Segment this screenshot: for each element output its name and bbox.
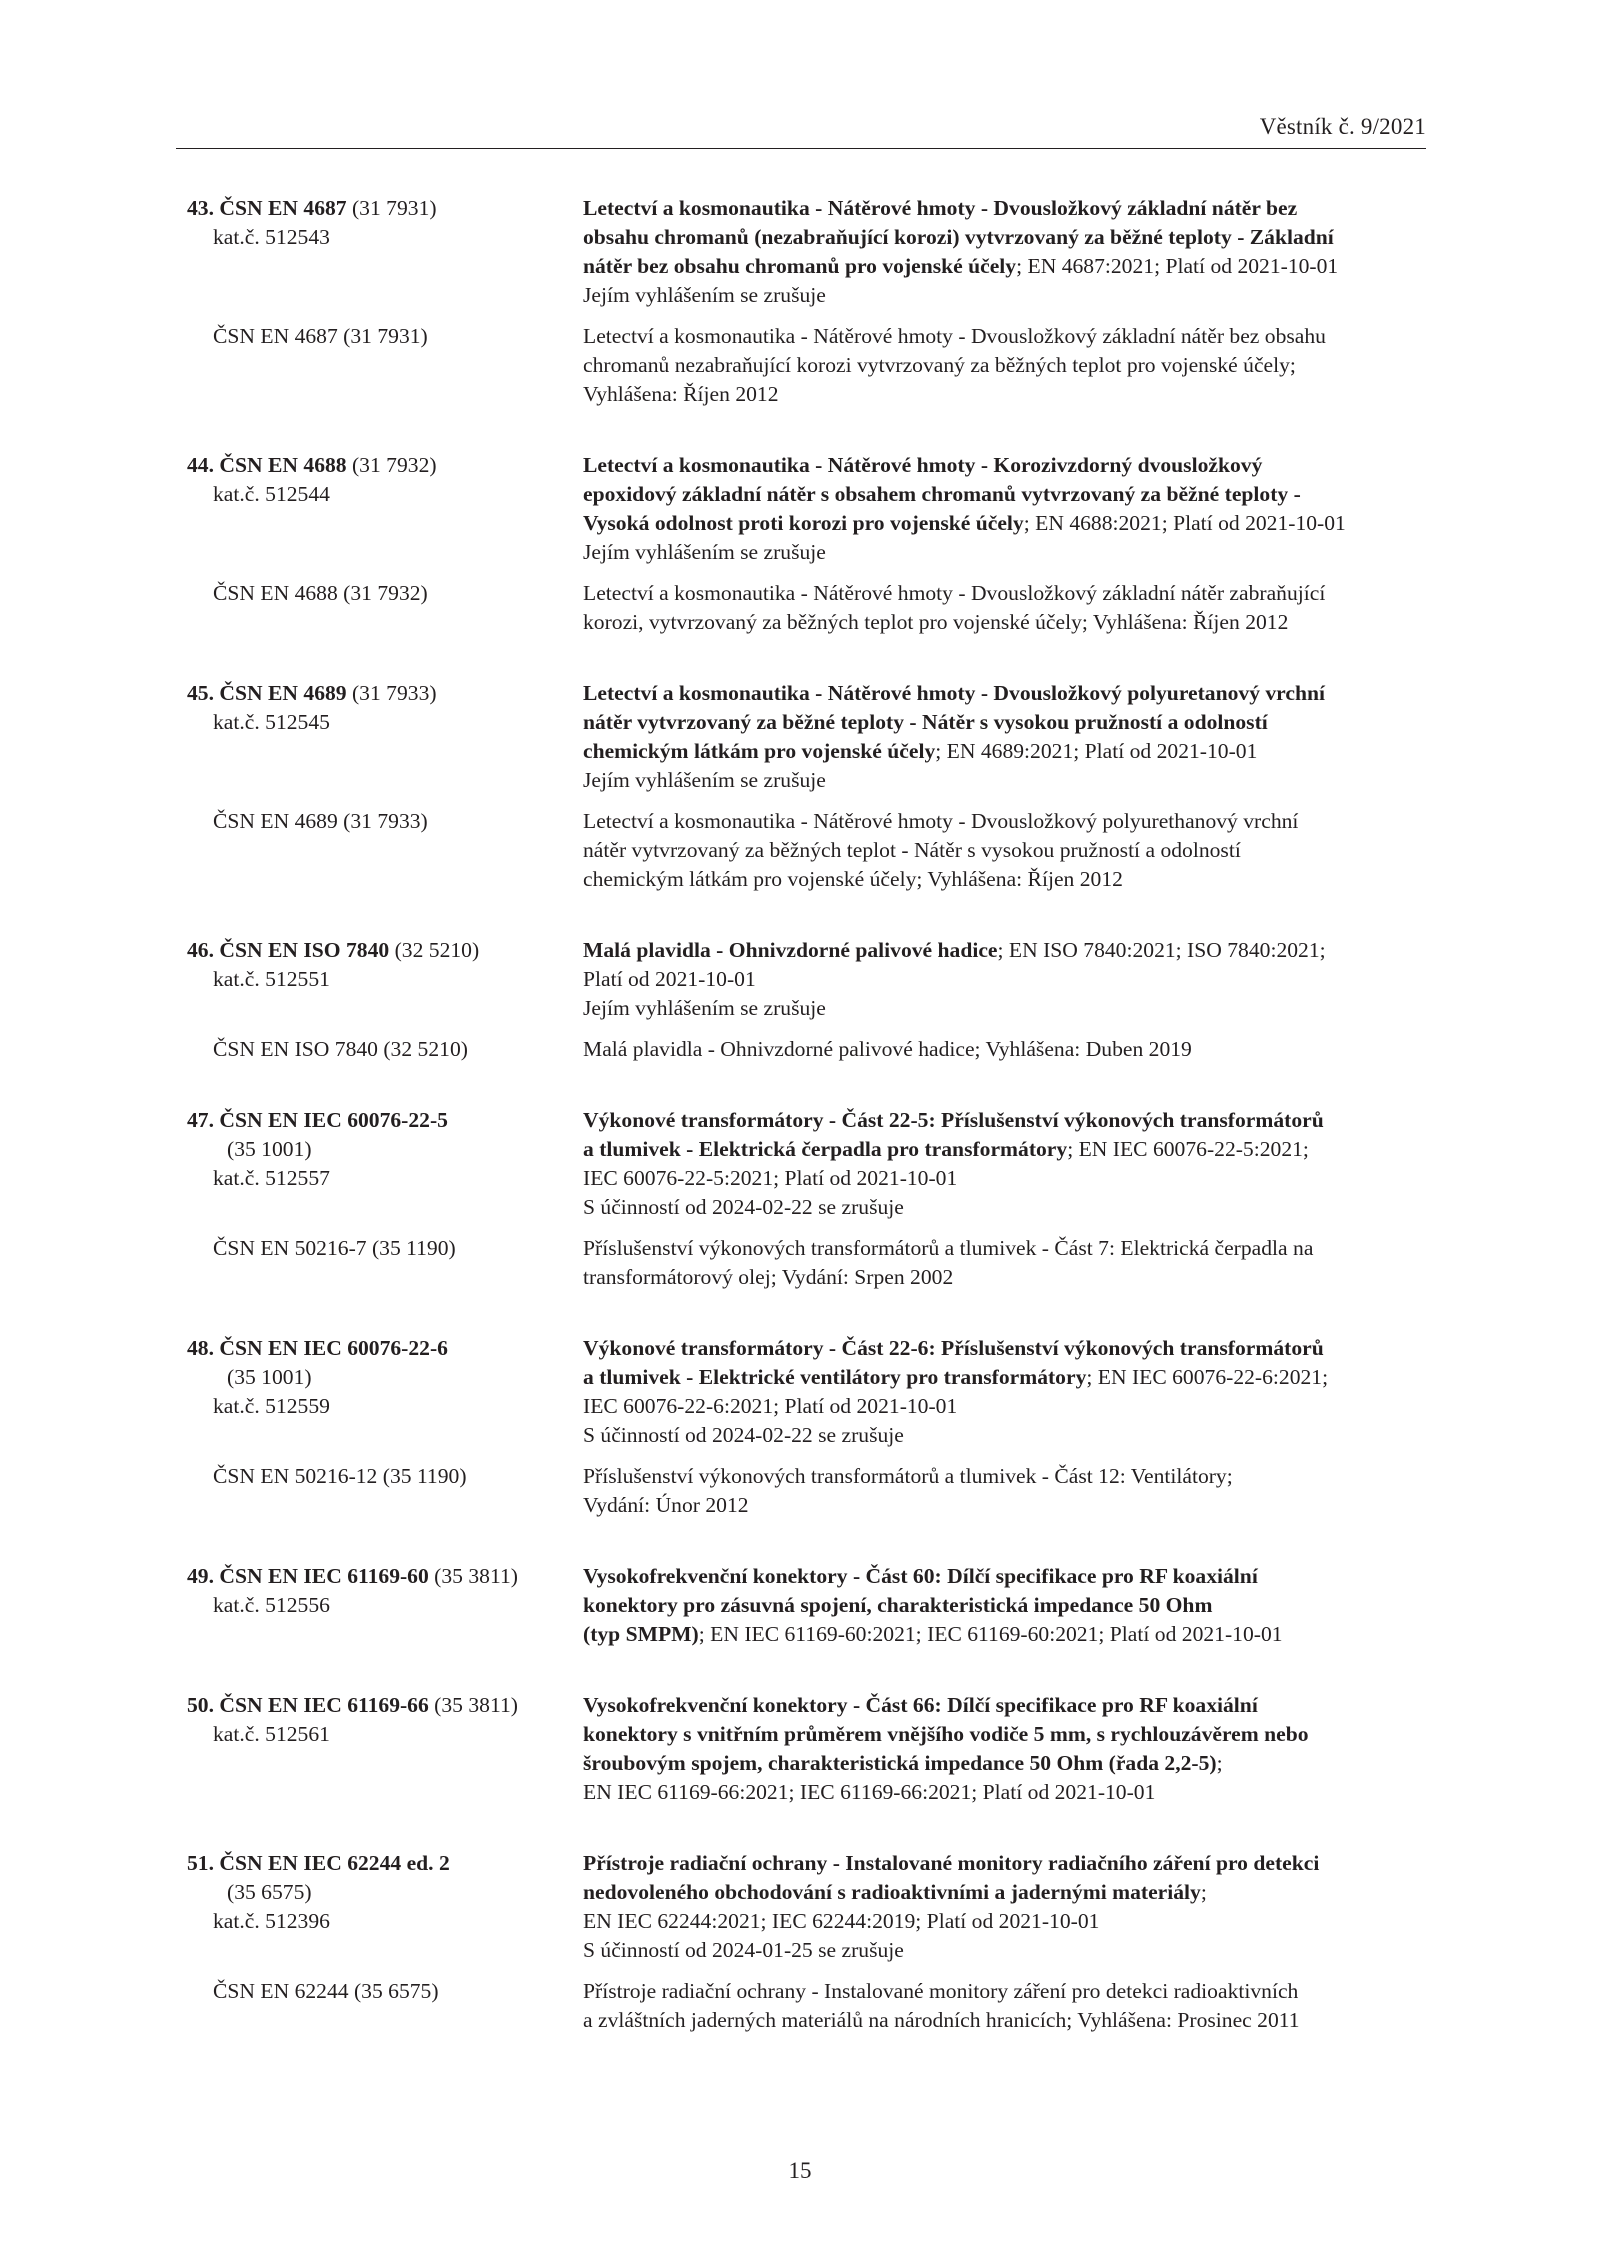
entry-main-row bbox=[187, 1334, 1427, 1450]
standard-title-text: Výkonové transformátory - Část 22-5: Příslušenství výkonových transformátorů bbox=[583, 1108, 1324, 1132]
replaced-identifier bbox=[187, 322, 583, 409]
page-number: 15 bbox=[788, 2158, 812, 2183]
publication-info: EN IEC 62244:2021; IEC 62244:2019; Platí od 2021-10-01 bbox=[583, 1909, 1100, 1933]
classification-code: (32 5210) bbox=[389, 938, 480, 962]
standard-title-text: Vysoká odolnost proti korozi pro vojenské účely bbox=[583, 511, 1024, 535]
journal-title: Věstník č. 9/2021 bbox=[1259, 114, 1426, 139]
replaced-description bbox=[583, 1035, 1421, 1064]
replaced-title-line: a zvláštních jaderných materiálů na národních hranicích; Vyhlášena: Prosinec 2011 bbox=[583, 2008, 1300, 2032]
standard-entry bbox=[187, 1562, 1427, 1649]
catalog-number: kat.č. 512543 bbox=[213, 225, 330, 249]
publication-info: ; bbox=[1216, 1751, 1223, 1775]
replaced-standard-row bbox=[187, 1977, 1427, 2035]
entry-main-row bbox=[187, 1691, 1427, 1807]
entry-identifiers bbox=[187, 679, 583, 795]
standard-title-text: (typ SMPM) bbox=[583, 1622, 699, 1646]
entry-description bbox=[583, 1562, 1421, 1649]
title-line bbox=[583, 1691, 1421, 1720]
entry-identifiers bbox=[187, 451, 583, 567]
replaced-standard-row bbox=[187, 1234, 1427, 1292]
standard-title-text: Letectví a kosmonautika - Nátěrové hmoty - Dvousložkový polyuretanový vrchní bbox=[583, 681, 1325, 705]
replaced-identifier bbox=[187, 1977, 583, 2035]
title-line bbox=[583, 708, 1421, 737]
entry-main-row bbox=[187, 451, 1427, 567]
standard-id-line bbox=[187, 1106, 583, 1135]
catalog-number: kat.č. 512556 bbox=[213, 1593, 330, 1617]
standard-id-line bbox=[187, 1849, 583, 1878]
replaced-title-line: Vydání: Únor 2012 bbox=[583, 1493, 749, 1517]
replaced-description bbox=[583, 1977, 1421, 2035]
catalog-number: kat.č. 512551 bbox=[213, 967, 330, 991]
standard-id-line bbox=[187, 1562, 583, 1591]
replaced-description bbox=[583, 322, 1421, 409]
replaced-title-line: Letectví a kosmonautika - Nátěrové hmoty - Dvousložkový základní nátěr zabraňující bbox=[583, 581, 1326, 605]
standard-title-text: nátěr bez obsahu chromanů pro vojenské účely bbox=[583, 254, 1017, 278]
entry-description bbox=[583, 1106, 1421, 1222]
title-line bbox=[583, 679, 1421, 708]
entry-main-row bbox=[187, 1562, 1427, 1649]
entry-identifiers bbox=[187, 936, 583, 1023]
standard-id-line bbox=[187, 194, 583, 223]
catalog-number: kat.č. 512559 bbox=[213, 1394, 330, 1418]
standard-entry bbox=[187, 1691, 1427, 1807]
classification-code: (35 1001) bbox=[227, 1137, 312, 1161]
standard-code: ČSN EN IEC 61169-60 bbox=[219, 1564, 429, 1588]
withdrawal-note: Jejím vyhlášením se zrušuje bbox=[583, 768, 826, 792]
entry-description bbox=[583, 936, 1421, 1023]
entry-number: 46. bbox=[187, 938, 214, 962]
title-line bbox=[583, 223, 1421, 252]
standard-title-text: chemickým látkám pro vojenské účely bbox=[583, 739, 936, 763]
replaced-standard-row bbox=[187, 1462, 1427, 1520]
title-line bbox=[583, 509, 1421, 538]
entry-number: 45. bbox=[187, 681, 214, 705]
catalog-number: kat.č. 512561 bbox=[213, 1722, 330, 1746]
entry-description bbox=[583, 1849, 1421, 1965]
replaced-title-line: chromanů nezabraňující korozi vytvrzovaný za běžných teplot pro vojenské účely; bbox=[583, 353, 1296, 377]
replaced-title-line: Příslušenství výkonových transformátorů a tlumivek - Část 12: Ventilátory; bbox=[583, 1464, 1233, 1488]
publication-info: IEC 60076-22-5:2021; Platí od 2021-10-01 bbox=[583, 1166, 958, 1190]
replaced-standard-row bbox=[187, 322, 1427, 409]
standards-list bbox=[187, 194, 1427, 2077]
replaced-title-line: transformátorový olej; Vydání: Srpen 2002 bbox=[583, 1265, 954, 1289]
title-line bbox=[583, 1106, 1421, 1135]
replaced-standard-row bbox=[187, 579, 1427, 637]
entry-identifiers bbox=[187, 1691, 583, 1807]
entry-identifiers bbox=[187, 1849, 583, 1965]
entry-number: 43. bbox=[187, 196, 214, 220]
standard-entry bbox=[187, 451, 1427, 637]
catalog-number: kat.č. 512544 bbox=[213, 482, 330, 506]
replaced-title-line: Malá plavidla - Ohnivzdorné palivové hadice; Vyhlášena: Duben 2019 bbox=[583, 1037, 1192, 1061]
standard-title-text: Letectví a kosmonautika - Nátěrové hmoty - Korozivzdorný dvousložkový bbox=[583, 453, 1263, 477]
replaced-identifier bbox=[187, 579, 583, 637]
replaced-description bbox=[583, 1462, 1421, 1520]
standard-code: ČSN EN IEC 60076-22-6 bbox=[219, 1336, 448, 1360]
title-line bbox=[583, 252, 1421, 281]
title-line bbox=[583, 1591, 1421, 1620]
entry-identifiers bbox=[187, 1334, 583, 1450]
entry-main-row bbox=[187, 1106, 1427, 1222]
catalog-number: kat.č. 512396 bbox=[213, 1909, 330, 1933]
entry-description bbox=[583, 679, 1421, 795]
entry-description bbox=[583, 451, 1421, 567]
standard-title-text: konektory s vnitřním průměrem vnějšího vodiče 5 mm, s rychlouzávěrem nebo bbox=[583, 1722, 1309, 1746]
classification-code: (35 1001) bbox=[227, 1365, 312, 1389]
title-line bbox=[583, 1334, 1421, 1363]
classification-code: (31 7931) bbox=[346, 196, 437, 220]
title-line bbox=[583, 737, 1421, 766]
publication-info: ; EN 4687:2021; Platí od 2021-10-01 bbox=[1016, 254, 1339, 278]
standard-id-line bbox=[187, 1691, 583, 1720]
title-line bbox=[583, 1878, 1421, 1907]
entry-identifiers bbox=[187, 194, 583, 310]
standard-title-text: Přístroje radiační ochrany - Instalované monitory radiačního záření pro detekci bbox=[583, 1851, 1320, 1875]
replaced-title-line: Letectví a kosmonautika - Nátěrové hmoty - Dvousložkový základní nátěr bez obsahu bbox=[583, 324, 1326, 348]
catalog-number: kat.č. 512545 bbox=[213, 710, 330, 734]
standard-title-text: Vysokofrekvenční konektory - Část 60: Dílčí specifikace pro RF koaxiální bbox=[583, 1564, 1258, 1588]
title-line bbox=[583, 1720, 1421, 1749]
entry-number: 50. bbox=[187, 1693, 214, 1717]
standard-id-line bbox=[187, 936, 583, 965]
standard-title-text: Malá plavidla - Ohnivzdorné palivové hadice bbox=[583, 938, 998, 962]
replaced-standard-code: ČSN EN 4688 (31 7932) bbox=[213, 581, 428, 605]
replaced-standard-code: ČSN EN 4689 (31 7933) bbox=[213, 809, 428, 833]
withdrawal-note: S účinností od 2024-01-25 se zrušuje bbox=[583, 1938, 904, 1962]
title-line bbox=[583, 1849, 1421, 1878]
replaced-description bbox=[583, 579, 1421, 637]
replaced-title-line: chemickým látkám pro vojenské účely; Vyhlášena: Říjen 2012 bbox=[583, 867, 1123, 891]
publication-info: ; EN IEC 60076-22-6:2021; bbox=[1086, 1365, 1329, 1389]
withdrawal-note: Jejím vyhlášením se zrušuje bbox=[583, 996, 826, 1020]
replaced-standard-code: ČSN EN 62244 (35 6575) bbox=[213, 1979, 439, 2003]
replaced-standard-row bbox=[187, 807, 1427, 894]
replaced-standard-code: ČSN EN 50216-12 (35 1190) bbox=[213, 1464, 467, 1488]
classification-code: (35 3811) bbox=[428, 1693, 518, 1717]
title-line bbox=[583, 480, 1421, 509]
replaced-description bbox=[583, 807, 1421, 894]
title-line bbox=[583, 936, 1421, 965]
entry-description bbox=[583, 194, 1421, 310]
standard-id-line bbox=[187, 1334, 583, 1363]
entry-number: 48. bbox=[187, 1336, 214, 1360]
replaced-title-line: Letectví a kosmonautika - Nátěrové hmoty - Dvousložkový polyurethanový vrchní bbox=[583, 809, 1299, 833]
title-line bbox=[583, 1620, 1421, 1649]
standard-entry bbox=[187, 679, 1427, 894]
standard-entry bbox=[187, 1106, 1427, 1292]
replaced-title-line: nátěr vytvrzovaný za běžných teplot - Nátěr s vysokou pružností a odolností bbox=[583, 838, 1241, 862]
standard-title-text: Výkonové transformátory - Část 22-6: Příslušenství výkonových transformátorů bbox=[583, 1336, 1324, 1360]
standard-title-text: a tlumivek - Elektrická čerpadla pro transformátory bbox=[583, 1137, 1068, 1161]
title-line bbox=[583, 1562, 1421, 1591]
replaced-title-line: korozi, vytvrzovaný za běžných teplot pro vojenské účely; Vyhlášena: Říjen 2012 bbox=[583, 610, 1289, 634]
replaced-identifier bbox=[187, 807, 583, 894]
replaced-title-line: Přístroje radiační ochrany - Instalované monitory záření pro detekci radioaktivních bbox=[583, 1979, 1299, 2003]
standard-title-text: nedovoleného obchodování s radioaktivními a jadernými materiály bbox=[583, 1880, 1201, 1904]
standard-code: ČSN EN 4689 bbox=[219, 681, 347, 705]
standard-title-text: Vysokofrekvenční konektory - Část 66: Dílčí specifikace pro RF koaxiální bbox=[583, 1693, 1258, 1717]
entry-main-row bbox=[187, 194, 1427, 310]
standard-entry bbox=[187, 1334, 1427, 1520]
standard-code: ČSN EN IEC 61169-66 bbox=[219, 1693, 429, 1717]
replaced-standard-row bbox=[187, 1035, 1427, 1064]
entry-number: 49. bbox=[187, 1564, 214, 1588]
entry-main-row bbox=[187, 936, 1427, 1023]
title-line bbox=[583, 1363, 1421, 1392]
standard-code: ČSN EN IEC 62244 ed. 2 bbox=[219, 1851, 450, 1875]
entry-main-row bbox=[187, 679, 1427, 795]
classification-code: (31 7933) bbox=[346, 681, 437, 705]
standard-entry bbox=[187, 194, 1427, 409]
standard-code: ČSN EN IEC 60076-22-5 bbox=[219, 1108, 448, 1132]
title-line bbox=[583, 451, 1421, 480]
classification-code: (35 6575) bbox=[227, 1880, 312, 1904]
classification-code: (31 7932) bbox=[346, 453, 437, 477]
entry-description bbox=[583, 1334, 1421, 1450]
withdrawal-note: Jejím vyhlášením se zrušuje bbox=[583, 283, 826, 307]
replaced-identifier bbox=[187, 1035, 583, 1064]
publication-info: ; EN IEC 61169-60:2021; IEC 61169-60:2021; Platí od 2021-10-01 bbox=[698, 1622, 1283, 1646]
replaced-standard-code: ČSN EN ISO 7840 (32 5210) bbox=[213, 1037, 468, 1061]
entry-main-row bbox=[187, 1849, 1427, 1965]
title-line bbox=[583, 1135, 1421, 1164]
title-line bbox=[583, 1749, 1421, 1778]
withdrawal-note: S účinností od 2024-02-22 se zrušuje bbox=[583, 1423, 904, 1447]
standard-title-text: epoxidový základní nátěr s obsahem chromanů vytvrzovaný za běžné teploty - bbox=[583, 482, 1301, 506]
replaced-title-line: Příslušenství výkonových transformátorů a tlumivek - Část 7: Elektrická čerpadla na bbox=[583, 1236, 1314, 1260]
standard-title-text: nátěr vytvrzovaný za běžné teploty - Nátěr s vysokou pružností a odolností bbox=[583, 710, 1268, 734]
standard-title-text: konektory pro zásuvná spojení, charakteristická impedance 50 Ohm bbox=[583, 1593, 1213, 1617]
entry-description bbox=[583, 1691, 1421, 1807]
standard-id-line bbox=[187, 679, 583, 708]
classification-code: (35 3811) bbox=[428, 1564, 518, 1588]
publication-info: ; bbox=[1200, 1880, 1207, 1904]
page-header bbox=[176, 108, 1426, 149]
entry-number: 51. bbox=[187, 1851, 214, 1875]
entry-number: 47. bbox=[187, 1108, 214, 1132]
replaced-title-line: Vyhlášena: Říjen 2012 bbox=[583, 382, 779, 406]
publication-info: ; EN IEC 60076-22-5:2021; bbox=[1067, 1137, 1309, 1161]
publication-info: IEC 60076-22-6:2021; Platí od 2021-10-01 bbox=[583, 1394, 958, 1418]
standard-title-text: šroubovým spojem, charakteristická impedance 50 Ohm (řada 2,2-5) bbox=[583, 1751, 1217, 1775]
standard-code: ČSN EN 4687 bbox=[219, 196, 347, 220]
withdrawal-note: S účinností od 2024-02-22 se zrušuje bbox=[583, 1195, 904, 1219]
standard-code: ČSN EN ISO 7840 bbox=[219, 938, 390, 962]
publication-info: Platí od 2021-10-01 bbox=[583, 967, 756, 991]
replaced-standard-code: ČSN EN 50216-7 (35 1190) bbox=[213, 1236, 456, 1260]
publication-info: ; EN 4689:2021; Platí od 2021-10-01 bbox=[935, 739, 1258, 763]
publication-info: EN IEC 61169-66:2021; IEC 61169-66:2021; Platí od 2021-10-01 bbox=[583, 1780, 1156, 1804]
standard-title-text: obsahu chromanů (nezabraňující korozi) vytvrzovaný za běžné teploty - Základní bbox=[583, 225, 1334, 249]
entry-number: 44. bbox=[187, 453, 214, 477]
replaced-identifier bbox=[187, 1234, 583, 1292]
standard-entry bbox=[187, 936, 1427, 1064]
publication-info: ; EN ISO 7840:2021; ISO 7840:2021; bbox=[997, 938, 1326, 962]
replaced-standard-code: ČSN EN 4687 (31 7931) bbox=[213, 324, 428, 348]
title-line bbox=[583, 194, 1421, 223]
entry-identifiers bbox=[187, 1562, 583, 1649]
standard-title-text: a tlumivek - Elektrické ventilátory pro transformátory bbox=[583, 1365, 1087, 1389]
standard-entry bbox=[187, 1849, 1427, 2035]
withdrawal-note: Jejím vyhlášením se zrušuje bbox=[583, 540, 826, 564]
replaced-description bbox=[583, 1234, 1421, 1292]
standard-title-text: Letectví a kosmonautika - Nátěrové hmoty - Dvousložkový základní nátěr bez bbox=[583, 196, 1298, 220]
catalog-number: kat.č. 512557 bbox=[213, 1166, 330, 1190]
publication-info: ; EN 4688:2021; Platí od 2021-10-01 bbox=[1023, 511, 1346, 535]
standard-code: ČSN EN 4688 bbox=[219, 453, 347, 477]
replaced-identifier bbox=[187, 1462, 583, 1520]
standard-id-line bbox=[187, 451, 583, 480]
entry-identifiers bbox=[187, 1106, 583, 1222]
